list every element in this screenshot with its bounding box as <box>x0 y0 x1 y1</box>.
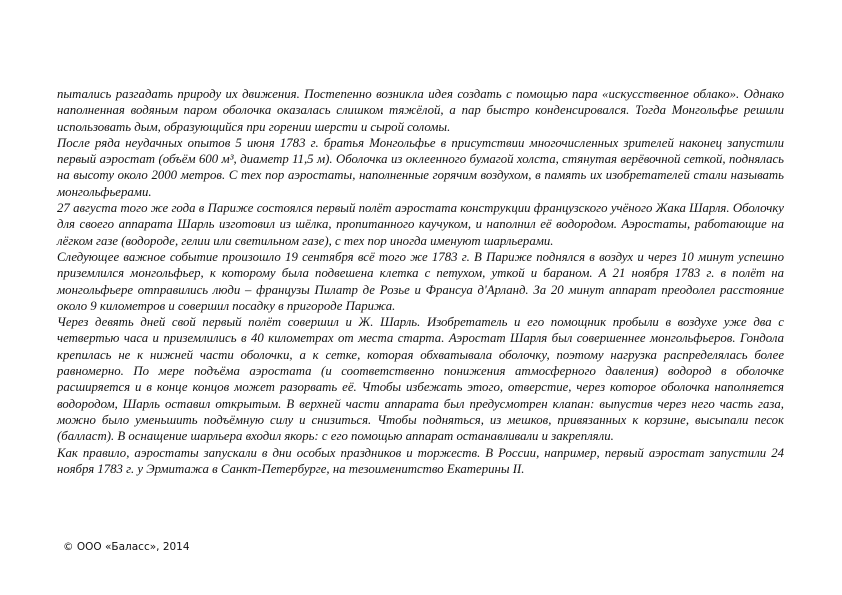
body-text <box>57 86 784 477</box>
paragraph-3: 27 августа того же года в Париже состоялся первый полёт аэростата конструкции французского учёного Жака Шарля. Оболочку для своего аппарата Шарль изготовил из шёлка, пропитанного каучуком, и наполнил её водородом. Аэростаты, работающие на лёгком газе (водороде, гелии или светильном газе), с тех пор иногда именуют шарльерами. <box>57 201 784 248</box>
paragraph-2: После ряда неудачных опытов 5 июня 1783 г. братья Монгольфье в присутствии многочисленных зрителей наконец запустили первый аэростат (объём 600 м³, диаметр 11,5 м). Оболочка из оклеенного бумагой холста, стянутая верёвочной сеткой, поднялась на высоту около 2000 метров. С тех пор аэростаты, наполненные горячим воздухом, в память их изобретателей стали называть монгольфьерами. <box>57 135 784 199</box>
paragraph-4: Следующее важное событие произошло 19 сентября всё того же 1783 г. В Париже поднялся в воздух и через 10 минут успешно приземлился монгольфьер, к которому была подвешена клетка с петухом, уткой и бараном. А 21 ноября 1783 г. в полёт на монгольфьере отправились люди – французы Пилатр де Розье и Франсуа д'Арланд. За 20 минут аппарат преодолел расстояние около 9 километров и совершил посадку в пригороде Парижа. <box>57 249 784 313</box>
copyright-footer: © ООО «Баласс», 2014 <box>63 541 190 553</box>
paragraph-1: пытались разгадать природу их движения. Постепенно возникла идея создать с помощью пара «искусственное облако». Однако наполненная водяным паром оболочка оказалась слишком тяжёлой, а пар быстро конденсировался. Тогда Монгольфье решили использовать дым, образующийся при горении шерсти и сырой соломы. <box>57 87 784 134</box>
paragraph-6: Как правило, аэростаты запускали в дни особых праздников и торжеств. В России, например, первый аэростат запустили 24 ноября 1783 г. у Эрмитажа в Санкт-Петербурге, на тезоименитство Екатерины II. <box>57 445 784 476</box>
paragraph-5: Через девять дней свой первый полёт совершил и Ж. Шарль. Изобретатель и его помощник пробыли в воздухе уже два с четвертью часа и приземлились в 40 километрах от места старта. Аэростат Шарля был совершеннее монгольфьеров. Гондола крепилась не к нижней части оболочки, а к сетке, которая обхватывала оболочку, поэтому нагрузка распределялась более равномерно. По мере подъёма аэростата (и соответственно понижения атмосферного давления) водород в оболочке расширяется и в конце концов может разорвать её. Чтобы избежать этого, отверстие, через которое оболочка наполняется водородом, Шарль оставил открытым. В верхней части аппарата был предусмотрен клапан: выпустив через него часть газа, можно было уменьшить подъёмную силу и снизиться. Чтобы подняться, из мешков, привязанных к корзине, высыпали песок (балласт). В оснащение шарльера входил якорь: с его помощью аппарат останавливали и закрепляли. <box>57 315 784 444</box>
